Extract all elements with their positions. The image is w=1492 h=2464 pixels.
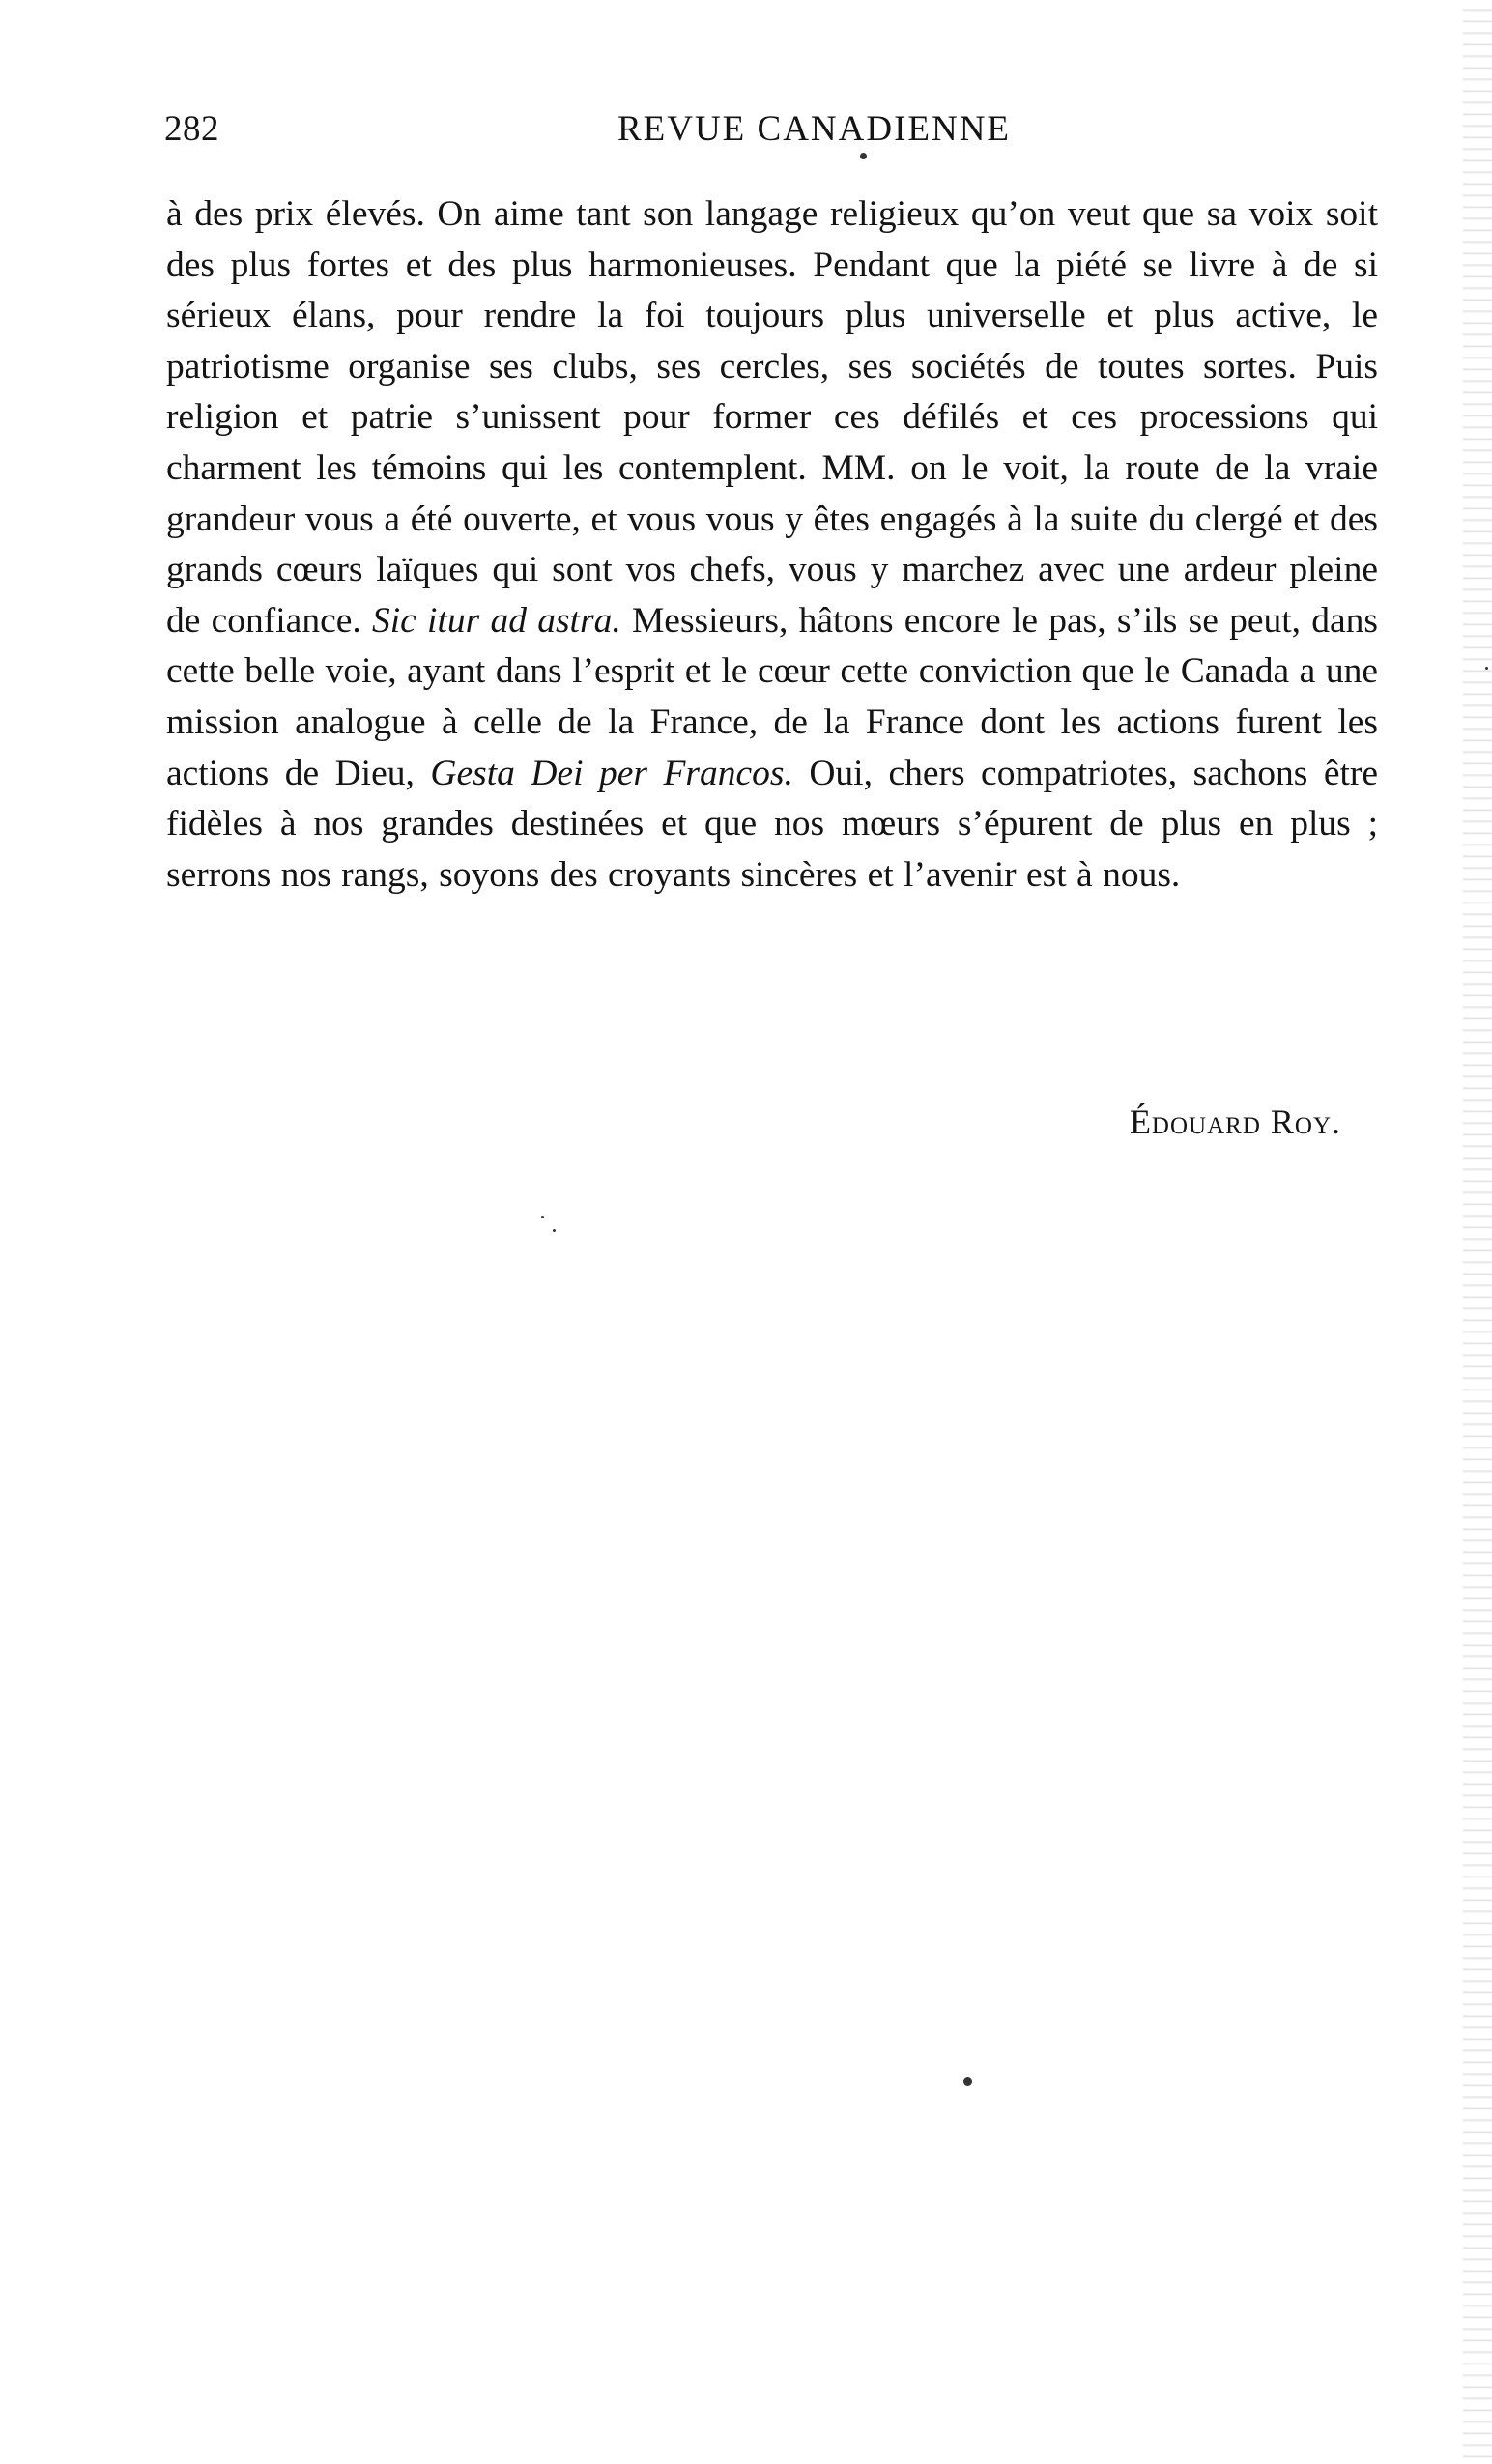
scan-edge-noise [1463, 0, 1492, 2464]
running-head: REVUE CANADIENNE [617, 109, 1012, 149]
author-signature: Édouard Roy. [1129, 1103, 1341, 1141]
body-text-part-3: Oui, chers compatriotes, sachons être fidèles à nos grandes destinées et que nos mœurs s’épurent de plus en plus ; serrons nos rangs, soyons des croyants sincères et l’avenir est à nous. [166, 753, 1379, 895]
scan-speck [553, 1229, 556, 1232]
scan-speck [963, 2077, 972, 2086]
body-text-part-1: à des prix élevés. On aime tant son langage religieux qu’on veut que sa voix soit des plus fortes et des plus harmonieuses. Pendant que la piété se livre à de si sérieux élans, pour rendre la foi toujours plus universelle et plus active, le patriotisme organise ses clubs, ses cercles, ses sociétés de toutes sortes. Puis religion et patrie s’unissent pour former ces défilés et ces processions qui charment les témoins qui les contemplent. MM. on le voit, la route de la vraie grandeur vous a été ouverte, et vous vous y êtes engagés à la suite du clergé et des grands cœurs laïques qui sont vos chefs, vous y marchez avec une ardeur pleine de confiance. [166, 194, 1378, 641]
page-header [164, 108, 1377, 157]
latin-phrase-1: Sic itur ad astra. [372, 600, 621, 641]
page-number: 282 [164, 109, 219, 149]
scan-speck [541, 1216, 544, 1218]
body-paragraph [166, 189, 1378, 901]
body-text-part-2: Messieurs, hâtons encore le pas, s’ils se peut, dans cette belle voie, ayant dans l’esprit et le cœur cette conviction que le Canada a une mission analogue à celle de la France, de la France dont les actions furent les actions de Dieu, [166, 600, 1379, 793]
latin-phrase-2: Gesta Dei per Francos. [430, 753, 793, 793]
scan-speck [860, 153, 867, 159]
